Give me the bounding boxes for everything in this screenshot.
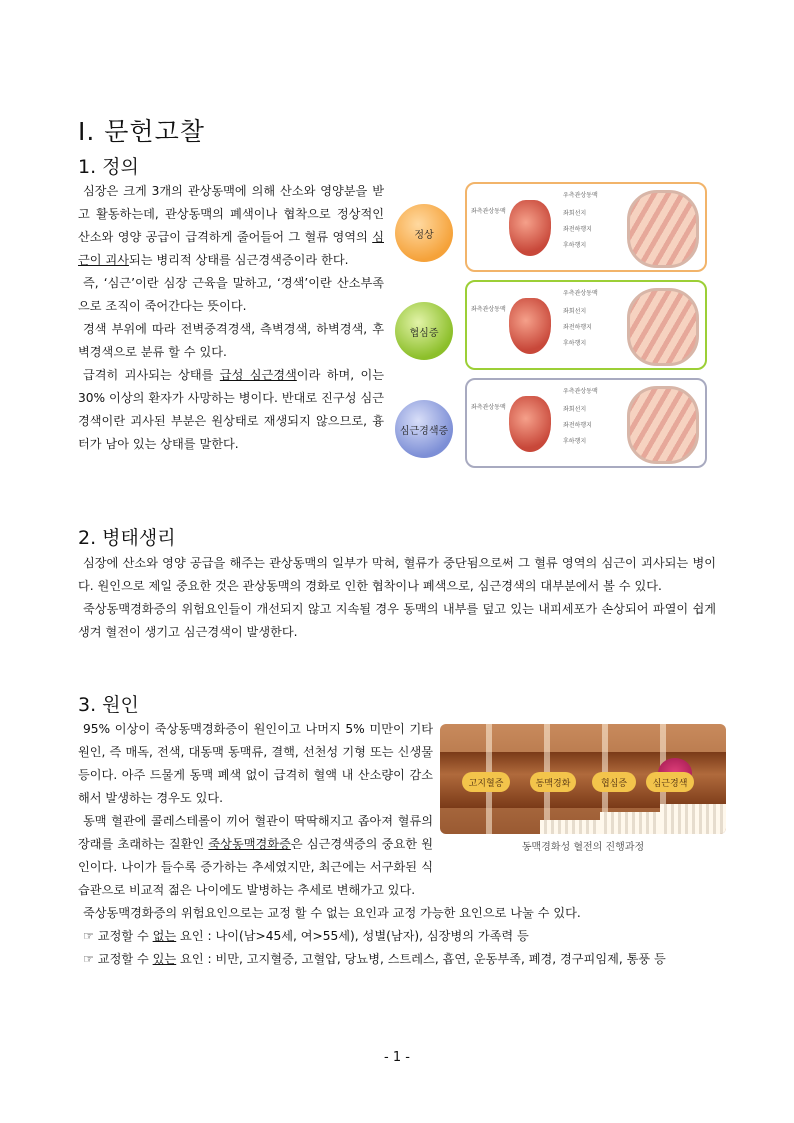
stenosis-figure [440, 724, 726, 834]
mi-stage-normal [395, 182, 707, 272]
heart-icon [509, 298, 551, 354]
stage-panel: 좌측관상동맥 우측관상동맥 좌회선지 좌전하행지 후하행지 [465, 182, 707, 272]
artery-section-icon [627, 190, 699, 268]
section-body-causes-b: 동맥 혈관에 콜레스테롤이 끼어 혈관이 딱딱해지고 좁아져 혈류의 장래를 초래하는 질환인 죽상동맥경화증은 심근경색증의 중요한 원인이다. 나이가 들수록 증가하는 추세였지만, 최근에는 서구화된 식습관으로 비교적 젊은 나이에도 발병하는 추세로 변해가고 있다. [78, 814, 433, 897]
stage-tag: 협심증 [592, 772, 636, 792]
section-heading-pathophysiology: 2. 병태생리 [78, 527, 176, 549]
section-body-definition: 심장은 크게 3개의 관상동맥에 의해 산소와 영양분을 받고 활동하는데, 관상동맥의 폐색이나 협착으로 정상적인 산소와 영양 공급이 급격하게 줄어들어 그 혈류 영역의 심근이 괴사되는 병리적 상태를 심근경색증이라 한다. 즉, ‘심근’이란 심장 근육을 말하고, ‘경색’이란 산소부족으로 조직이 죽어간다는 뜻이다. 경색 부위에 따라 전벽중격경색, 측벽경색, 하벽경색, 후벽경색으로 분류 할 수 있다. 급격히 괴사되는 상태를 급성 심근경색이라 하며, 이는 30% 이상의 환자가 사망하는 병이다. 반대로 진구성 심근경색이란 괴사된 부분은 원상태로 재생되지 않으므로, 흉터가 남아 있는 상태를 말한다. [78, 184, 385, 451]
heart-icon [509, 200, 551, 256]
mi-stage-infarction [395, 378, 707, 468]
artery-section-icon [627, 288, 699, 366]
section-body-pathophysiology: 심장에 산소와 영양 공급을 해주는 관상동맥의 일부가 막혀, 혈류가 중단됨으로써 그 혈류 영역의 심근이 괴사되는 병이다. 원인으로 제일 중요한 것은 관상동맥의 경화로 인한 협착이나 폐색으로, 심근경색의 대부분에서 볼 수 있다. 죽상동맥경화증의 위험요인들이 개선되지 않고 지속될 경우 동맥의 내부를 덮고 있는 내피세포가 손상되어 파열이 쉽게 생겨 혈전이 생기고 심근경색이 발생한다. [78, 556, 717, 639]
section-body-causes-a: 95% 이상이 죽상동맥경화증이 원인이고 나머지 5% 미만이 기타원인, 즉 매독, 전색, 대동맥 동맥류, 결핵, 선천성 기형 또는 신생물 등이다. 아주 드물게 동맥 폐색 없이 급격히 혈액 내 산소량이 감소해서 발생하는 경우도 있다. [78, 722, 433, 805]
underline-atherosclerosis: 죽상동맥경화증 [208, 837, 291, 851]
section-body-risk-factors: 죽상동맥경화증의 위험요인으로는 교정 할 수 없는 요인과 교정 가능한 요인으로 나눌 수 있다. ☞ 교정할 수 없는 요인 : 나이(남>45세, 여>55세), 성별(남자), 심장병의 가족력 등 ☞ 교정할 수 있는 요인 : 비만, 고지혈증, 고혈압, 당뇨병, 스트레스, 흡연, 운동부족, 폐경, 경구피임제, 통풍 등 [83, 906, 666, 966]
figure-caption: 동맥경화성 혈전의 진행과정 [521, 842, 645, 853]
section-body-causes-c [78, 856, 716, 879]
stage-panel: 좌측관상동맥 우측관상동맥 좌회선지 좌전하행지 후하행지 [465, 378, 707, 468]
stage-tag: 심근경색 [646, 772, 694, 792]
page-title: Ⅰ. 문헌고찰 [78, 117, 205, 146]
page-number: - 1 - [384, 1050, 410, 1065]
stage-tag: 동맥경화 [530, 772, 576, 792]
stage-circle: 심근경색증 [395, 400, 453, 458]
section-heading-definition: 1. 정의 [78, 156, 139, 178]
heart-icon [509, 396, 551, 452]
mi-stage-angina [395, 280, 707, 370]
underline-acute-mi: 급성 심근경색 [219, 368, 297, 382]
stage-panel: 좌측관상동맥 우측관상동맥 좌회선지 좌전하행지 후하행지 [465, 280, 707, 370]
artery-section-icon [627, 386, 699, 464]
stage-circle: 정상 [395, 204, 453, 262]
stage-tag: 고지혈증 [462, 772, 510, 792]
stage-circle: 협심증 [395, 302, 453, 360]
section-heading-causes: 3. 원인 [78, 694, 139, 716]
underline-necrosis: 심근이 괴사 [78, 230, 384, 267]
